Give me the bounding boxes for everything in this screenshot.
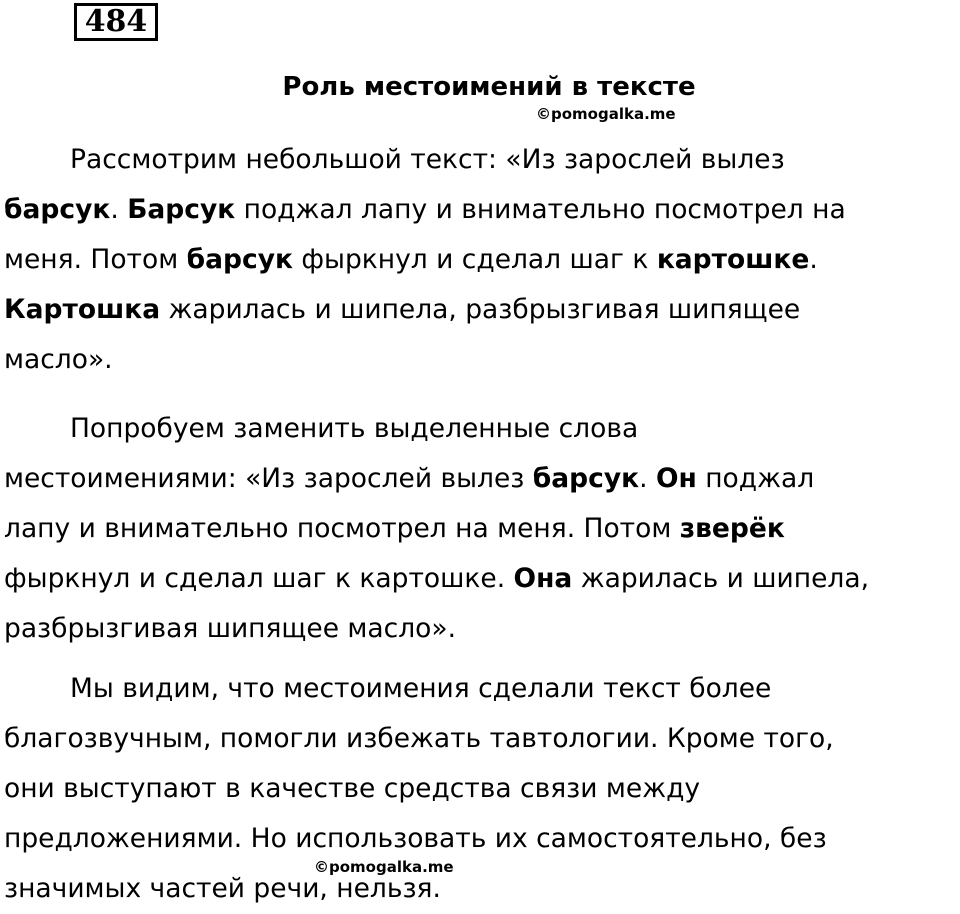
text-fragment: лапу и внимательно посмотрел на меня. Потом — [4, 513, 680, 544]
bold-word: барсук — [4, 194, 111, 225]
paragraph-3 — [4, 664, 954, 914]
paragraph-1 — [4, 135, 954, 385]
p3-line-3: они выступают в качестве средства связи между — [4, 773, 701, 804]
text-fragment: жарилась и шипела, разбрызгивая шипящее — [160, 294, 801, 325]
p3-line-2: благозвучным, помогли избежать тавтологии. Кроме того, — [4, 723, 834, 754]
bold-word: зверёк — [679, 513, 785, 544]
p1-line-4 — [4, 285, 954, 335]
text-fragment: поджал — [696, 463, 815, 494]
p2-line-4 — [4, 554, 954, 604]
bold-word: барсук — [186, 244, 293, 275]
p1-line-5: масло». — [4, 344, 113, 375]
text-fragment: . — [809, 244, 818, 275]
text-fragment: поджал лапу и внимательно посмотрел на — [235, 194, 846, 225]
bold-word: барсук — [532, 463, 640, 494]
text-fragment: меня. Потом — [4, 244, 187, 275]
text-fragment: местоимениями: «Из зарослей вылез — [4, 463, 533, 494]
bold-word: Она — [513, 563, 573, 594]
p3-line-1: Мы видим, что местоимения сделали текст более — [70, 673, 772, 704]
bold-word: Он — [655, 463, 697, 494]
bold-word: Барсук — [127, 194, 236, 225]
p2-line-5: разбрызгивая шипящее масло». — [4, 613, 457, 644]
p2-line-3 — [4, 504, 954, 554]
page-title: Роль местоимений в тексте — [282, 72, 696, 102]
bold-word: картошке — [656, 244, 810, 275]
exercise-number: 484 — [74, 3, 158, 41]
text-fragment: жарилась и шипела, — [572, 563, 869, 594]
paragraph-2 — [4, 404, 954, 654]
bold-word: Картошка — [4, 294, 161, 325]
p2-line-2 — [4, 454, 954, 504]
watermark-bottom: ©pomogalka.me — [314, 858, 454, 876]
p1-line-1: Рассмотрим небольшой текст: «Из зарослей вылез — [70, 144, 785, 175]
text-fragment: фыркнул и сделал шаг к картошке. — [4, 563, 514, 594]
text-fragment: . — [639, 463, 656, 494]
p1-line-3 — [4, 235, 954, 285]
p3-line-4: предложениями. Но использовать их самостоятельно, без — [4, 823, 827, 854]
p3-line-5: значимых частей речи, нельзя. — [4, 873, 441, 904]
text-fragment: фыркнул и сделал шаг к — [292, 244, 657, 275]
p2-line-1: Попробуем заменить выделенные слова — [70, 413, 639, 444]
text-fragment: . — [110, 194, 128, 225]
watermark-top: ©pomogalka.me — [536, 105, 676, 123]
p1-line-2 — [4, 185, 954, 235]
